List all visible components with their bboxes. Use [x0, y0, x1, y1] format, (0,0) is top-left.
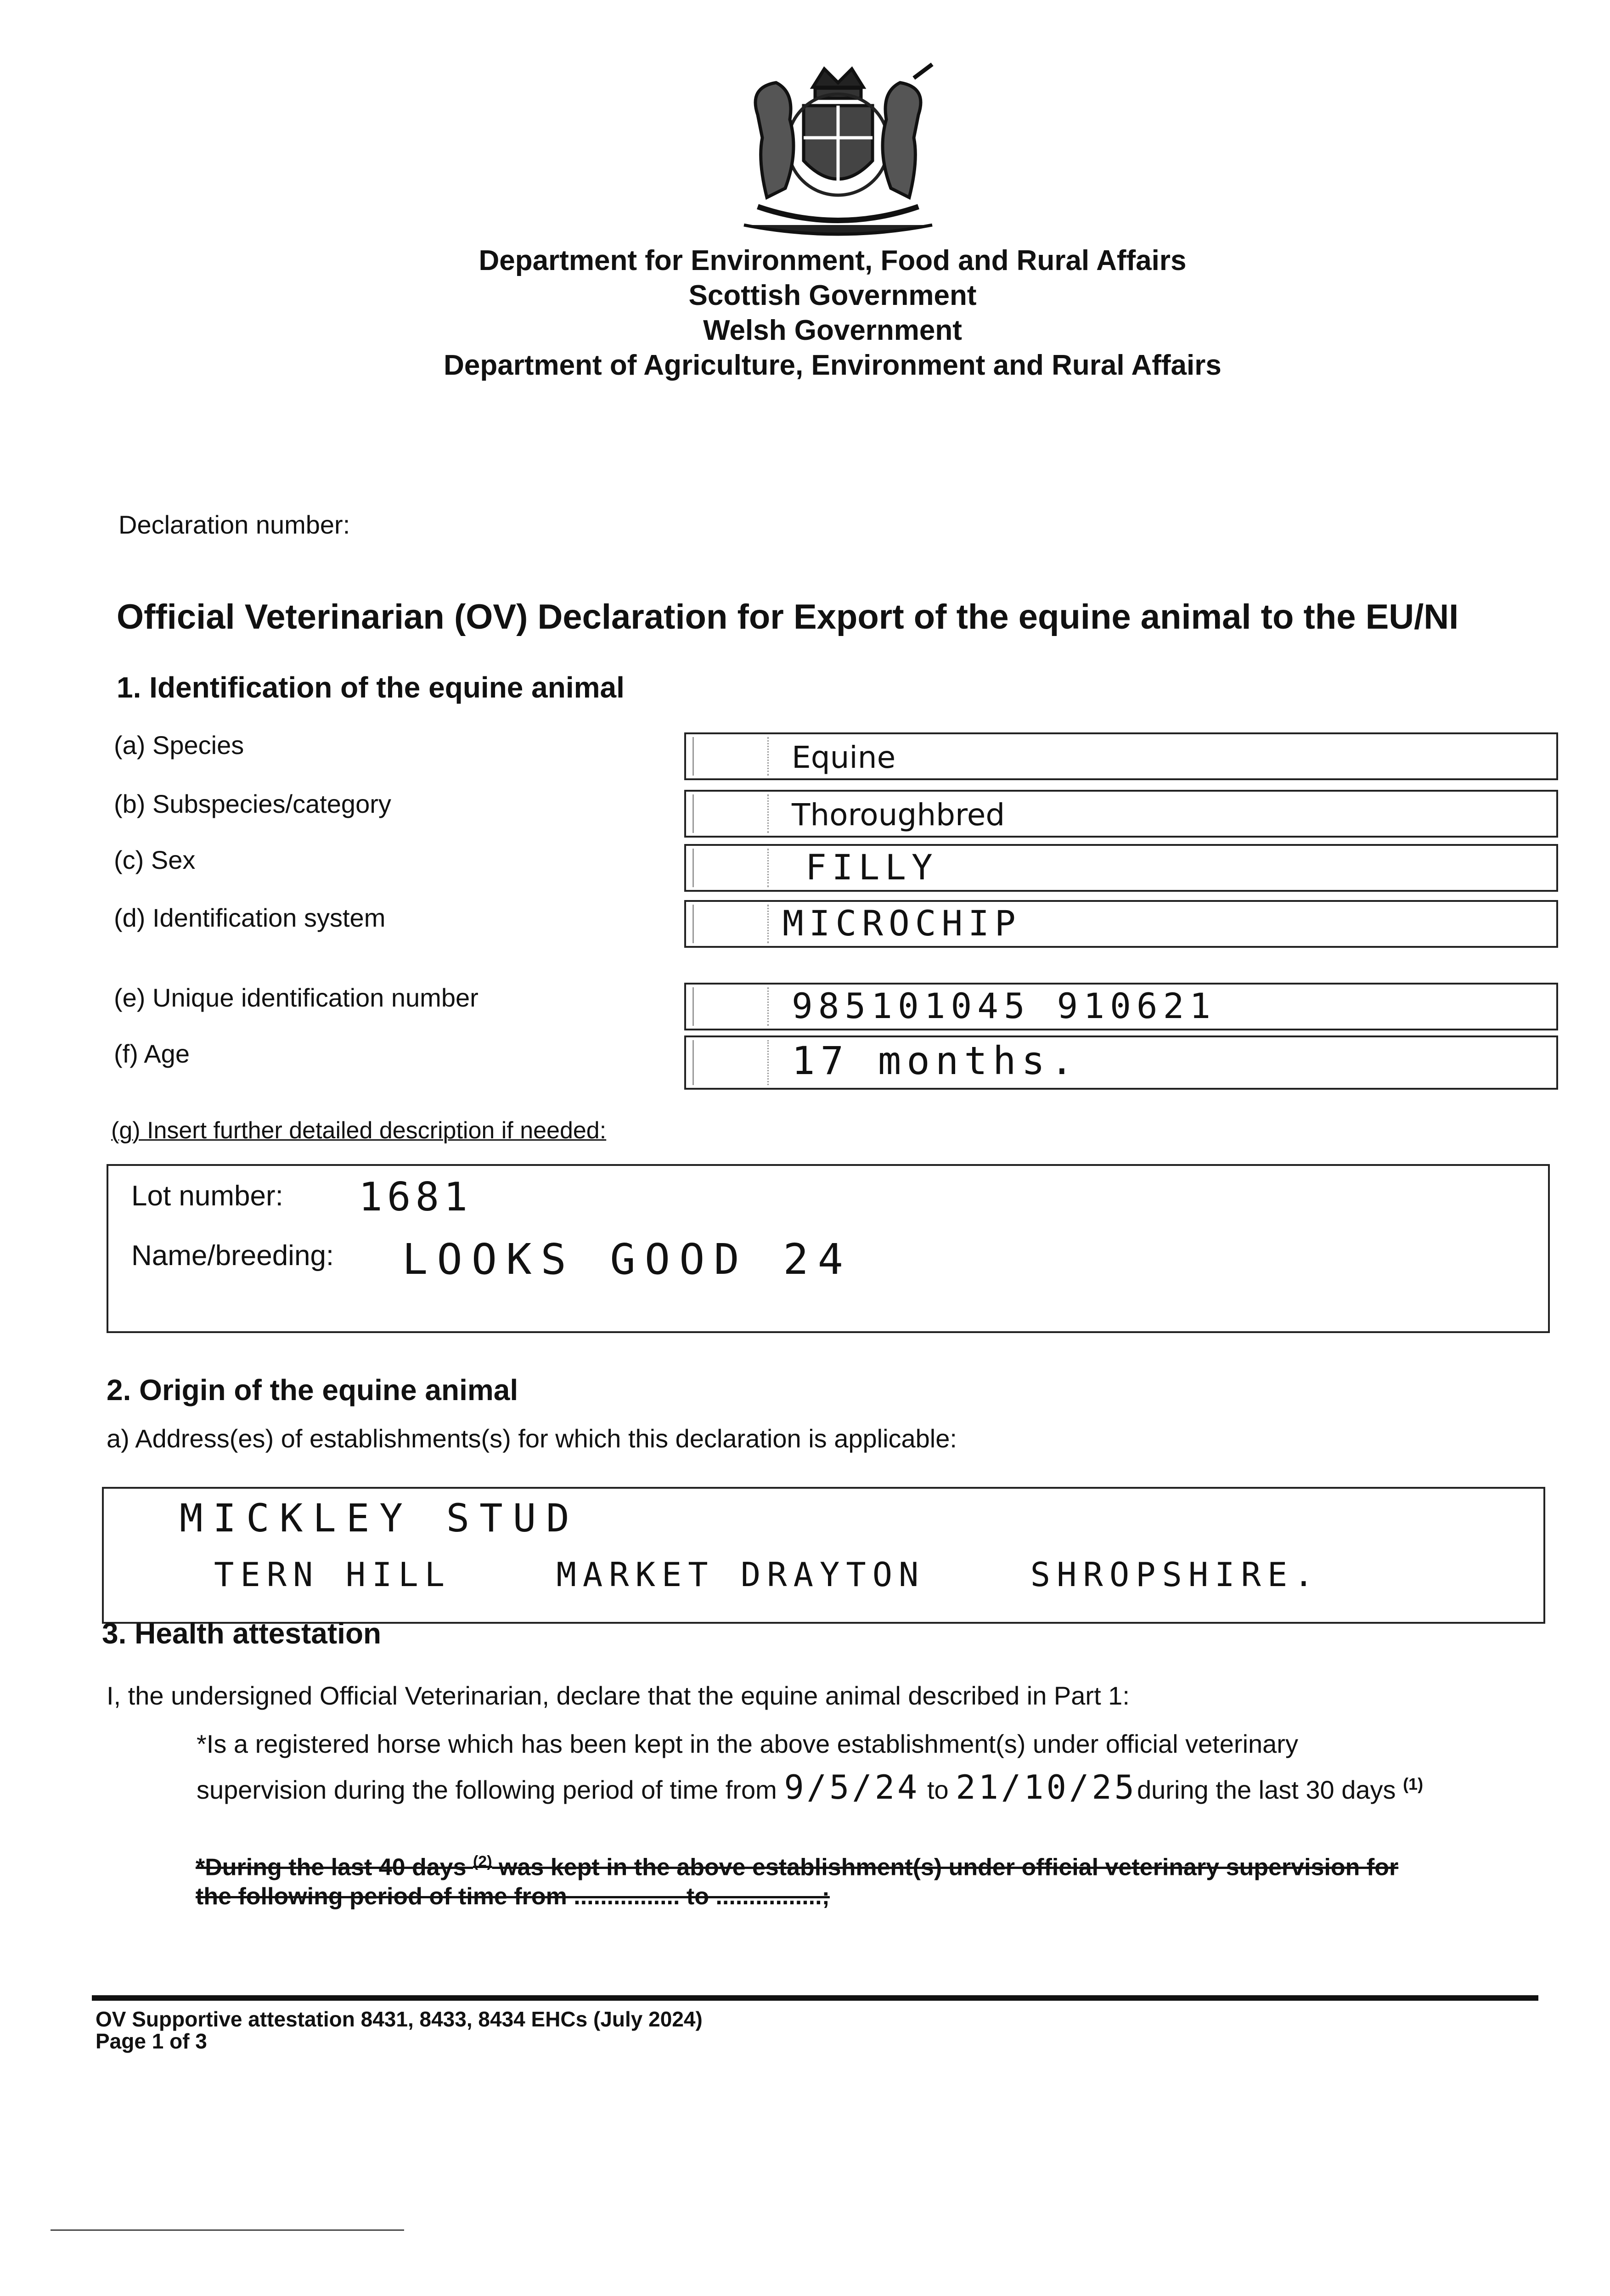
last-30-days-text: during the last 30 days	[1137, 1775, 1396, 1804]
further-description-label: (g) Insert further detailed description if needed:	[111, 1117, 607, 1144]
age-field[interactable]	[684, 1035, 1558, 1090]
unique-id-label: (e) Unique identification number	[114, 983, 478, 1012]
name-breeding-label: Name/breeding:	[131, 1240, 334, 1272]
unique-id-field[interactable]	[684, 983, 1558, 1030]
lot-number-value: 1681	[359, 1174, 473, 1220]
supervision-text: supervision during the following period of time from	[197, 1775, 777, 1804]
to-word: to	[927, 1775, 949, 1804]
attestation-p1-line2	[197, 1768, 1423, 1806]
date-to[interactable]: 21/10/25	[956, 1768, 1137, 1806]
section2-heading: 2. Origin of the equine animal	[107, 1373, 518, 1407]
unique-id-value: 985101045 910621	[792, 985, 1216, 1026]
address-label: a) Address(es) of establishments(s) for which this declaration is applicable:	[107, 1424, 957, 1453]
date-from[interactable]: 9/5/24	[784, 1768, 920, 1806]
identification-system-field[interactable]	[684, 900, 1558, 948]
page-title: Official Veterinarian (OV) Declaration for Export of the equine animal to the EU/NI	[117, 597, 1459, 636]
species-field[interactable]	[684, 732, 1558, 780]
further-description-box[interactable]	[107, 1164, 1550, 1333]
footnote-2: (2)	[473, 1853, 492, 1870]
footer-rule	[92, 1995, 1538, 2001]
crest-icon	[730, 60, 946, 239]
identification-system-label: (d) Identification system	[114, 903, 386, 932]
address-line-2: TERN HILL MARKET DRAYTON SHROPSHIRE.	[214, 1555, 1320, 1594]
declaration-number-label: Declaration number:	[118, 510, 350, 539]
sex-field[interactable]	[684, 844, 1558, 892]
subspecies-value: Thoroughbred	[792, 797, 1005, 833]
species-label: (a) Species	[114, 731, 244, 760]
name-breeding-value: LOOKS GOOD 24	[402, 1235, 853, 1284]
header-line-welsh-government: Welsh Government	[703, 315, 962, 346]
bottom-divider	[51, 2229, 404, 2231]
attestation-p1-line1: *Is a registered horse which has been kept in the above establishment(s) under official veterinary	[197, 1729, 1298, 1758]
header-line-defra: Department for Environment, Food and Rural Affairs	[478, 245, 1187, 276]
footnote-1: (1)	[1403, 1774, 1424, 1794]
age-label: (f) Age	[114, 1039, 190, 1068]
address-box[interactable]	[102, 1487, 1545, 1624]
attestation-intro: I, the undersigned Official Veterinarian, declare that the equine animal described in Part 1:	[107, 1681, 1130, 1710]
footer-reference: OV Supportive attestation 8431, 8433, 8434 EHCs (July 2024)	[96, 2007, 703, 2031]
p2-start-text: *During the last 40 days	[196, 1854, 467, 1881]
address-line-1: MICKLEY STUD	[180, 1496, 580, 1541]
species-value: Equine	[792, 740, 896, 775]
lot-number-label: Lot number:	[131, 1180, 283, 1212]
header-line-scottish-government: Scottish Government	[688, 280, 977, 311]
subspecies-field[interactable]	[684, 790, 1558, 838]
sex-value: FILLY	[805, 847, 938, 888]
sex-label: (c) Sex	[114, 845, 196, 874]
subspecies-label: (b) Subspecies/category	[114, 789, 391, 818]
header-line-daera: Department of Agriculture, Environment and Rural Affairs	[444, 349, 1222, 381]
attestation-p2-line2: the following period of time from ................ to ................;	[196, 1883, 830, 1910]
attestation-p2-line1	[196, 1853, 1398, 1881]
age-value: 17 months.	[792, 1038, 1079, 1083]
p2-rest-text: was kept in the above establishment(s) under official veterinary supervision for	[499, 1854, 1399, 1881]
identification-system-value: MICROCHIP	[782, 903, 1021, 944]
section3-heading: 3. Health attestation	[102, 1617, 382, 1650]
section1-heading: 1. Identification of the equine animal	[117, 671, 625, 704]
footer-page-number: Page 1 of 3	[96, 2029, 207, 2053]
